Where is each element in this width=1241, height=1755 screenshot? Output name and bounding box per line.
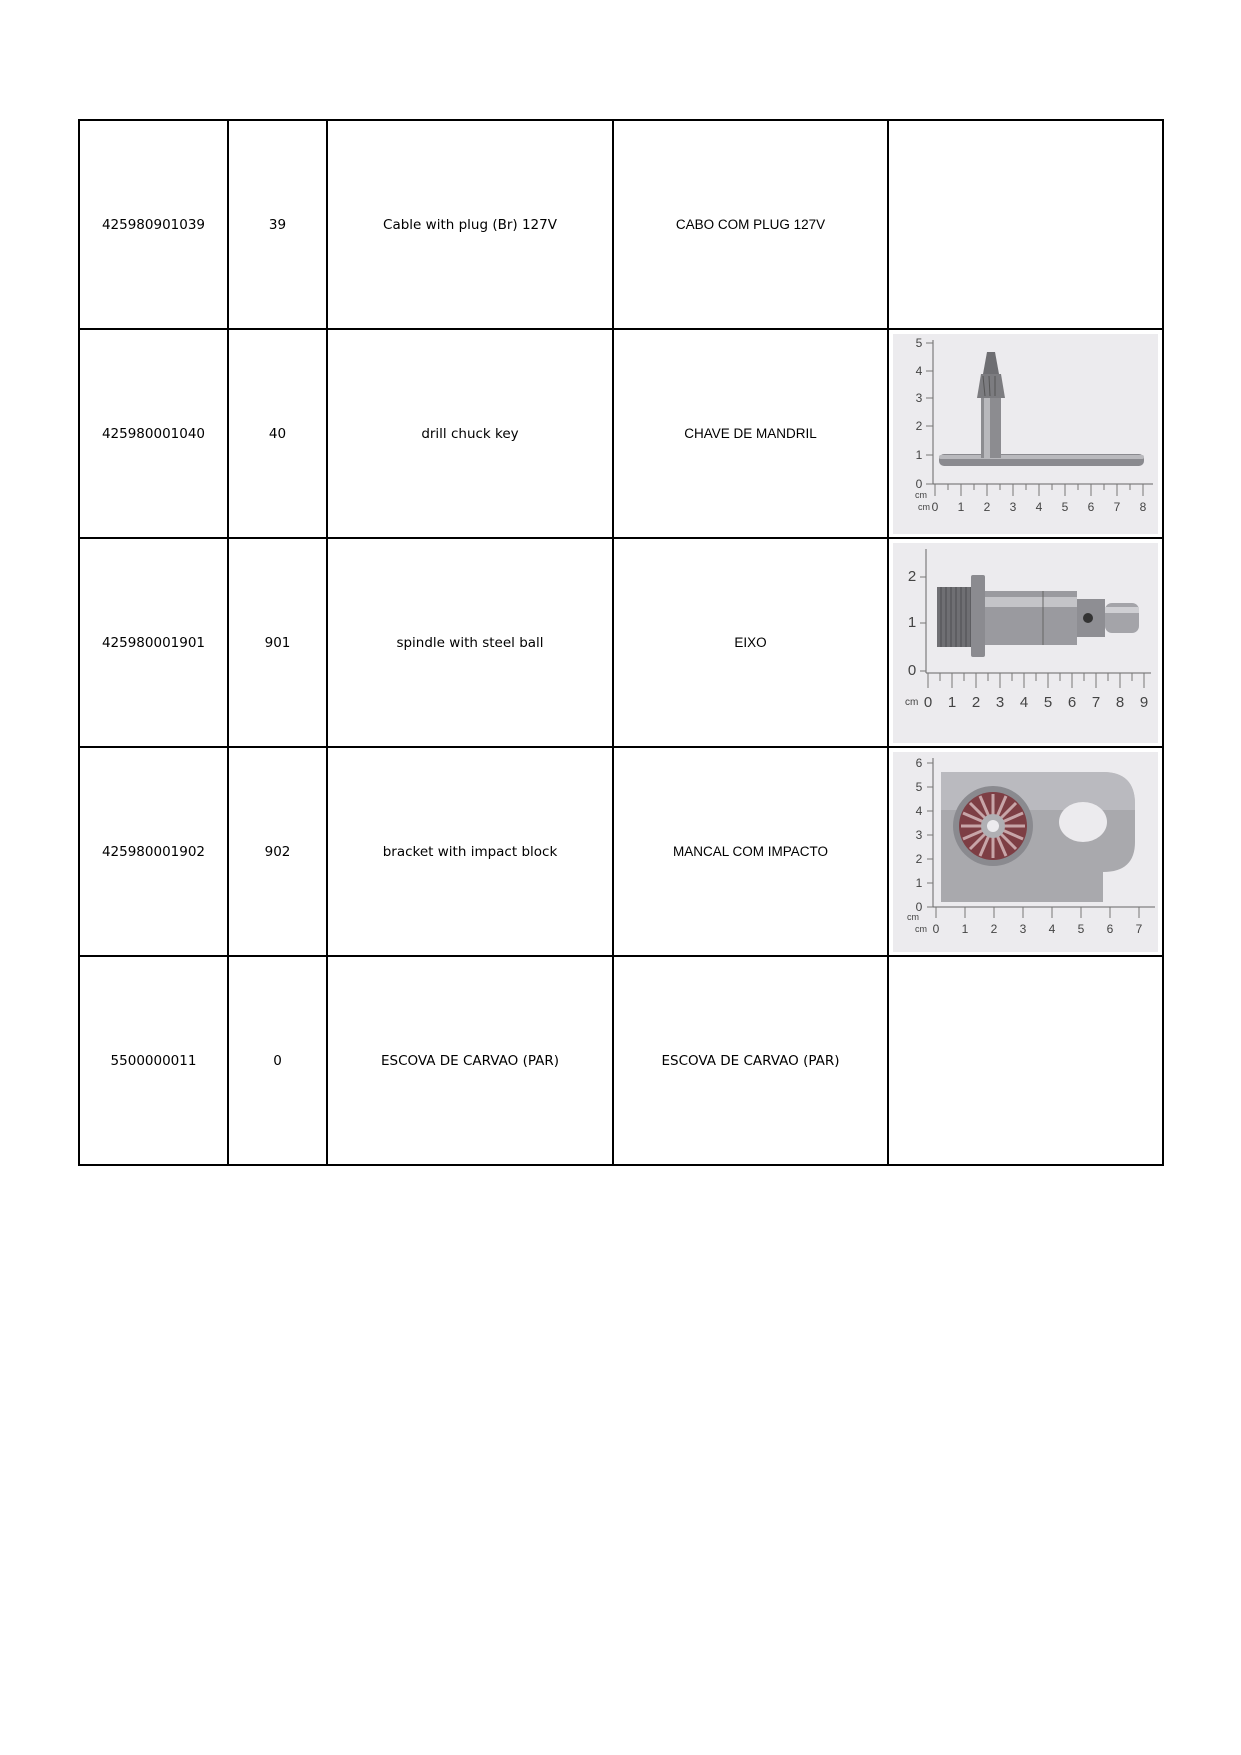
ruler-x-label: 3 — [1019, 921, 1027, 936]
ruler-x-label: 5 — [1043, 693, 1053, 711]
ruler-x-label: 6 — [1106, 921, 1114, 936]
ruler-x-label: 7 — [1091, 693, 1101, 711]
table-row — [79, 120, 1163, 329]
part-code: 425980001901 — [79, 538, 228, 747]
ruler-x-label: 6 — [1067, 693, 1077, 711]
ruler-y-label: 2 — [907, 567, 917, 585]
ruler-x-label: 8 — [1139, 499, 1147, 514]
ruler-x-label: 0 — [931, 499, 939, 514]
bracket-photo — [893, 752, 1158, 952]
ruler-y-label: 0 — [915, 476, 923, 491]
ruler-x-label: 1 — [947, 693, 957, 711]
table-row — [79, 747, 1163, 956]
description-pt: MANCAL COM IMPACTO — [613, 747, 888, 956]
ruler-y-label: 1 — [915, 447, 923, 462]
ruler-x-label: 4 — [1019, 693, 1029, 711]
ruler-x-label: 1 — [957, 499, 965, 514]
position-number: 0 — [228, 956, 327, 1165]
table-row — [79, 956, 1163, 1165]
ruler-y-label: 2 — [915, 851, 923, 866]
position-number: 40 — [228, 329, 327, 538]
drill-chuck-key-photo — [893, 334, 1158, 534]
ruler-y-label: 4 — [915, 803, 923, 818]
description-en: ESCOVA DE CARVAO (PAR) — [327, 956, 613, 1165]
description-en: drill chuck key — [327, 329, 613, 538]
ruler-x-label: 7 — [1135, 921, 1143, 936]
ruler-x-label: 7 — [1113, 499, 1121, 514]
description-pt: EIXO — [613, 538, 888, 747]
ruler-y-label: 1 — [907, 613, 917, 631]
ruler-y-label: 3 — [915, 827, 923, 842]
part-code: 5500000011 — [79, 956, 228, 1165]
description-pt: ESCOVA DE CARVAO (PAR) — [613, 956, 888, 1165]
parts-table — [78, 119, 1164, 1166]
ruler-x-label: 5 — [1061, 499, 1069, 514]
part-code: 425980001902 — [79, 747, 228, 956]
position-number: 39 — [228, 120, 327, 329]
table-row — [79, 329, 1163, 538]
ruler-x-label: 2 — [971, 693, 981, 711]
image-cell-empty — [888, 956, 1163, 1165]
ruler-y-label: 0 — [915, 899, 923, 914]
ruler-y-label: 5 — [915, 779, 923, 794]
ruler-y-label: 2 — [915, 418, 923, 433]
ruler-x-label: 8 — [1115, 693, 1125, 711]
description-pt: CABO COM PLUG 127V — [613, 120, 888, 329]
ruler-y-label: 3 — [915, 390, 923, 405]
ruler-y-label: 1 — [915, 875, 923, 890]
part-code: 425980901039 — [79, 120, 228, 329]
ruler-y-label: 6 — [915, 755, 923, 770]
ruler-y-label: 5 — [915, 335, 923, 350]
image-cell — [888, 747, 1163, 956]
ruler-y-label: 0 — [907, 661, 917, 679]
description-en: Cable with plug (Br) 127V — [327, 120, 613, 329]
description-pt: CHAVE DE MANDRIL — [613, 329, 888, 538]
image-cell — [888, 538, 1163, 747]
description-en: bracket with impact block — [327, 747, 613, 956]
ruler-x-label: 1 — [961, 921, 969, 936]
ruler-x-label: 2 — [990, 921, 998, 936]
ruler-x-label: 5 — [1077, 921, 1085, 936]
ruler-y-label: 4 — [915, 363, 923, 378]
description-en: spindle with steel ball — [327, 538, 613, 747]
ruler-x-label: 4 — [1035, 499, 1043, 514]
spindle-photo — [893, 543, 1158, 743]
ruler-unit: cm — [907, 911, 919, 922]
ruler-x-label: 2 — [983, 499, 991, 514]
image-cell — [888, 329, 1163, 538]
ruler-unit: cm — [918, 501, 930, 512]
ruler-x-label: 3 — [995, 693, 1005, 711]
ruler-unit: cm — [915, 489, 927, 500]
ruler-x-label: 3 — [1009, 499, 1017, 514]
ruler-x-label: 4 — [1048, 921, 1056, 936]
ruler-unit: cm — [915, 923, 927, 934]
part-code: 425980001040 — [79, 329, 228, 538]
position-number: 901 — [228, 538, 327, 747]
position-number: 902 — [228, 747, 327, 956]
ruler-x-label: 9 — [1139, 693, 1149, 711]
ruler-unit: cm — [905, 696, 919, 708]
table-row — [79, 538, 1163, 747]
ruler-x-label: 0 — [932, 921, 940, 936]
ruler-x-label: 0 — [923, 693, 933, 711]
image-cell-empty — [888, 120, 1163, 329]
ruler-x-label: 6 — [1087, 499, 1095, 514]
